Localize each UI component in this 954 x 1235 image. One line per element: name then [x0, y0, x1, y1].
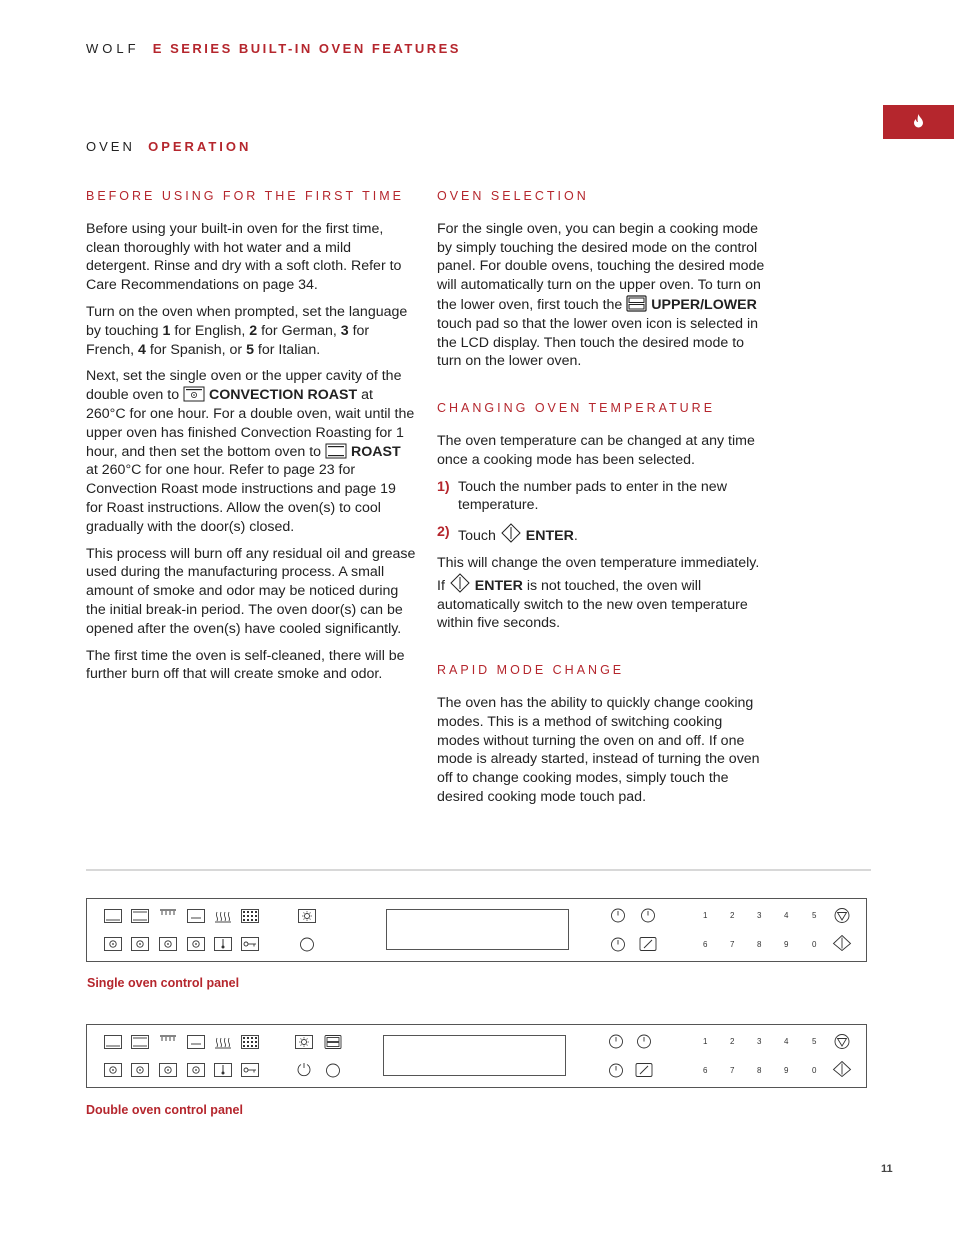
number-pad-0[interactable]: 0: [812, 940, 817, 949]
number-pad-7[interactable]: 7: [730, 940, 735, 949]
probe-mode-pad[interactable]: [213, 1062, 233, 1078]
section-prefix: OVEN: [86, 139, 135, 154]
paragraph-break-in: Next, set the single oven or the upper cavity of the double oven to CONVECTION ROAST at 260°C for one hour. For a double oven, wait until the upper oven has finished Convection Roasting for 1 hour, and then set the bottom oven to ROAST at 260°C for one hour. Refer to page 23 for Convection Roast mode instructions and page 19 for Roast instructions. Allow the oven(s) to cool gradually with the door(s) closed.: [86, 368, 415, 535]
box2-mode-pad[interactable]: [130, 1034, 150, 1050]
fan-mode-pad[interactable]: [158, 936, 178, 952]
page-number: 11: [881, 1163, 893, 1175]
enter-icon: [449, 573, 471, 593]
key-mode-pad[interactable]: [240, 936, 260, 952]
box2-mode-pad[interactable]: [130, 908, 150, 924]
off-pad[interactable]: [323, 1062, 343, 1078]
number-pad-5[interactable]: 5: [812, 911, 817, 920]
cancel-pad[interactable]: [832, 907, 852, 923]
enter-pad[interactable]: [832, 935, 852, 951]
heading-rapid-mode-change: RAPID MODE CHANGE: [437, 663, 625, 678]
probe-mode-pad[interactable]: [213, 936, 233, 952]
paragraph-clean: Before using your built-in oven for the first time, clean thoroughly with hot water and a mild detergent. Rinse and dry with a soft cloth. Refer to Care Recommendations on page 34.: [86, 220, 402, 294]
fan-mode-pad[interactable]: [130, 936, 150, 952]
paragraph-rapid-mode: The oven has the ability to quickly change cooking modes. This is a method of switching cooking modes without turning the oven on and off. If one mode is already started, instead of turning the oven off to change cooking modes, simply touch the desired cooking mode touch pad.: [437, 694, 760, 805]
fan-mode-pad[interactable]: [103, 936, 123, 952]
flame-icon: [912, 114, 925, 129]
double-oven-control-panel: [86, 1024, 867, 1088]
bake-mode-pad[interactable]: [186, 908, 206, 924]
number-pad-2[interactable]: 2: [730, 1037, 735, 1046]
divider: [86, 869, 871, 871]
key-mode-pad[interactable]: [240, 1062, 260, 1078]
grid-mode-pad[interactable]: [240, 908, 260, 924]
number-pad-6[interactable]: 6: [703, 1066, 708, 1075]
caption-single: Single oven control panel: [87, 976, 240, 990]
box-mode-pad[interactable]: [103, 908, 123, 924]
broil-mode-pad[interactable]: [158, 1034, 178, 1050]
section-title: [86, 139, 251, 154]
cancel-pad[interactable]: [832, 1033, 852, 1049]
box-mode-pad[interactable]: [103, 1034, 123, 1050]
number-pad-9[interactable]: 9: [784, 1066, 789, 1075]
enter-icon: [500, 523, 522, 543]
number-pad-5[interactable]: 5: [812, 1037, 817, 1046]
on-off-pad[interactable]: [297, 936, 317, 952]
paragraph-self-clean: The first time the oven is self-cleaned, there will be further burn off that will create smoke and odor.: [86, 647, 405, 683]
number-pad-1[interactable]: 1: [703, 1037, 708, 1046]
cook-time-pad[interactable]: [608, 936, 628, 952]
paragraph-temperature: The oven temperature can be changed at any time once a cooking mode has been selected.: [437, 432, 755, 468]
steam-mode-pad[interactable]: [213, 1034, 233, 1050]
lcd-display: [383, 1035, 566, 1076]
lcd-display: [386, 909, 569, 950]
number-pad-4[interactable]: 4: [784, 1037, 789, 1046]
heading-changing-temperature: CHANGING OVEN TEMPERATURE: [437, 401, 716, 416]
heading-oven-selection: OVEN SELECTION: [437, 189, 589, 203]
step-1: 1) Touch the number pads to enter in the new temperature.: [437, 478, 727, 514]
number-pad-7[interactable]: 7: [730, 1066, 735, 1075]
paragraph-enter: This will change the oven temperature immediately. If ENTER is not touched, the oven will automatically switch to the new oven temperature within five seconds.: [437, 554, 760, 632]
right-column: [437, 187, 767, 815]
cook-time-pad[interactable]: [606, 1062, 626, 1078]
brand-name: WOLF: [86, 41, 140, 56]
header-title: E SERIES BUILT-IN OVEN FEATURES: [152, 41, 461, 56]
fan-mode-pad[interactable]: [186, 1062, 206, 1078]
timer-2-pad[interactable]: [634, 1033, 654, 1049]
broil-mode-pad[interactable]: [158, 908, 178, 924]
light-pad[interactable]: [294, 1034, 314, 1050]
fan-mode-pad[interactable]: [186, 936, 206, 952]
number-pad-4[interactable]: 4: [784, 911, 789, 920]
light-pad[interactable]: [297, 908, 317, 924]
steam-mode-pad[interactable]: [213, 908, 233, 924]
timer-1-pad[interactable]: [606, 1033, 626, 1049]
left-column: [86, 187, 416, 692]
paragraph-language: Turn on the oven when prompted, set the language by touching 1 for English, 2 for German, 3 for French, 4 for Spanish, or 5 for Italian.: [86, 303, 408, 358]
number-pad-6[interactable]: 6: [703, 940, 708, 949]
page-header: [86, 41, 461, 56]
bake-mode-pad[interactable]: [186, 1034, 206, 1050]
step-2: 2) Touch ENTER.: [437, 524, 578, 545]
caption-double: Double oven control panel: [86, 1103, 243, 1117]
power-pad[interactable]: [294, 1062, 314, 1078]
heading-first-time: BEFORE USING FOR THE FIRST TIME: [86, 189, 405, 203]
number-pad-0[interactable]: 0: [812, 1066, 817, 1075]
clock-set-pad[interactable]: [638, 936, 658, 952]
upper-lower-pad[interactable]: [323, 1034, 343, 1050]
paragraph-burn-off: This process will burn off any residual oil and grease used during the manufacturing process. A small amount of smoke and odor may be noticed during the initial break-in period. The oven door(s) can be opened after the oven(s) have cooled significantly.: [86, 545, 416, 637]
roast-icon: [325, 443, 347, 459]
number-pad-2[interactable]: 2: [730, 911, 735, 920]
grid-mode-pad[interactable]: [240, 1034, 260, 1050]
number-pad-8[interactable]: 8: [757, 1066, 762, 1075]
clock-set-pad[interactable]: [634, 1062, 654, 1078]
fan-mode-pad[interactable]: [158, 1062, 178, 1078]
number-pad-3[interactable]: 3: [757, 911, 762, 920]
single-oven-control-panel: [86, 898, 867, 962]
enter-pad[interactable]: [832, 1061, 852, 1077]
section-tab: [883, 105, 954, 139]
number-pad-9[interactable]: 9: [784, 940, 789, 949]
timer-2-pad[interactable]: [638, 907, 658, 923]
section-name: OPERATION: [148, 139, 252, 154]
paragraph-oven-selection: For the single oven, you can begin a cooking mode by simply touching the desired mode on the control panel. For double ovens, touching the desired mode will automatically turn on the upper oven. To turn on the lower oven, first touch the UPPER/LOWER touch pad so that the lower oven icon is selected in the LCD display. Then touch the desired mode to turn on the lower oven.: [437, 220, 765, 370]
convection-roast-icon: [183, 386, 205, 402]
number-pad-8[interactable]: 8: [757, 940, 762, 949]
number-pad-3[interactable]: 3: [757, 1037, 762, 1046]
fan-mode-pad[interactable]: [130, 1062, 150, 1078]
upper-lower-icon: [626, 295, 647, 312]
timer-1-pad[interactable]: [608, 907, 628, 923]
number-pad-1[interactable]: 1: [703, 911, 708, 920]
fan-mode-pad[interactable]: [103, 1062, 123, 1078]
